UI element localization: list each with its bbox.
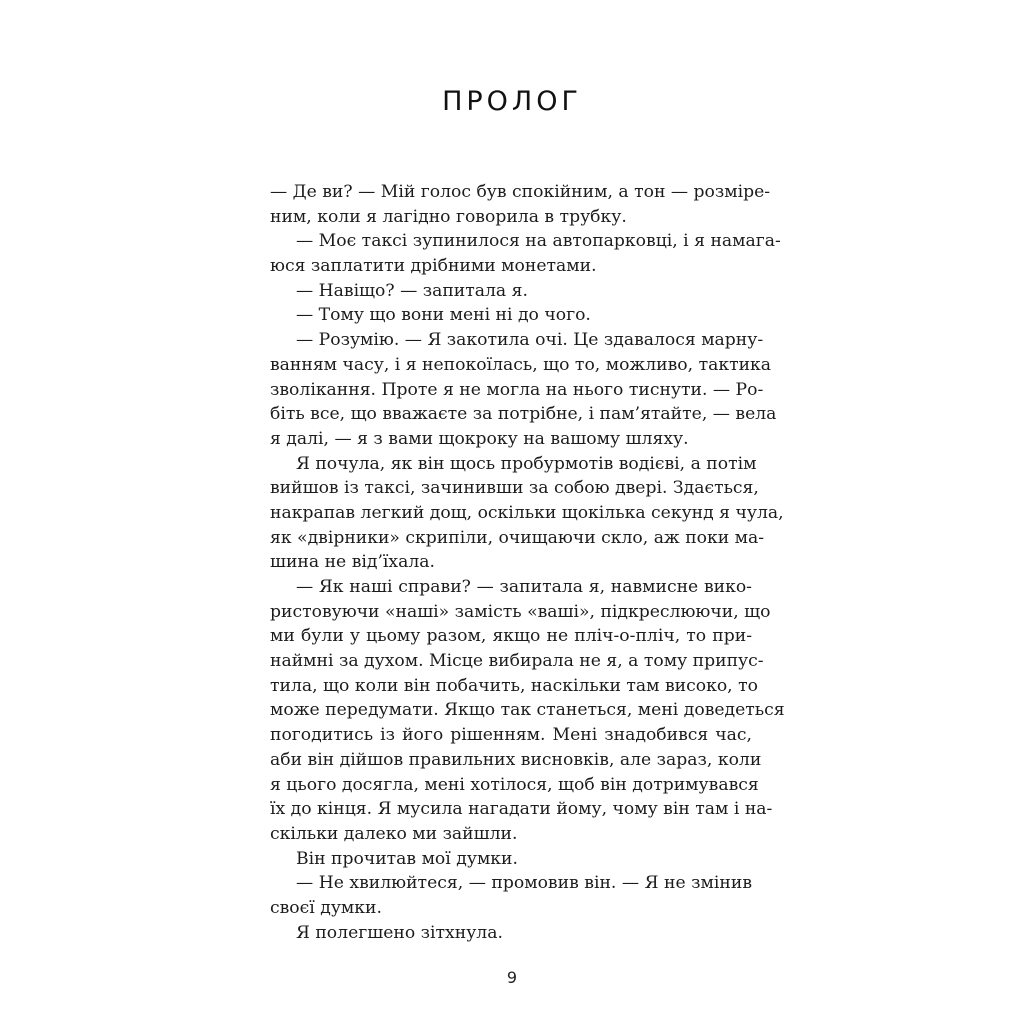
- text-line: Я полегшено зітхнула.: [296, 922, 503, 943]
- text-line: — Навіщо? — запитала я.: [296, 280, 528, 301]
- text-line: їх до кінця. Я мусила нагадати йому, чому він там і на-: [270, 799, 773, 820]
- text-line: — Моє таксі зупинилося на автопарковці, і я намага-: [296, 231, 781, 252]
- text-line: ристовуючи «наші» замість «ваші», підкреслюючи, що: [270, 601, 771, 622]
- text-line: як «двірники» скрипіли, очищаючи скло, аж поки ма-: [270, 527, 765, 548]
- body-text: [270, 180, 785, 945]
- text-line: я цього досягла, мені хотілося, щоб він дотримувався: [270, 774, 759, 795]
- chapter-title: ПРОЛОГ: [442, 86, 582, 117]
- text-line: зволікання. Проте я не могла на нього тиснути. — Ро-: [270, 379, 764, 400]
- text-line: скільки далеко ми зайшли.: [270, 823, 518, 844]
- text-line: тила, що коли він побачить, наскільки там високо, то: [270, 675, 758, 696]
- text-line: ним, коли я лагідно говорила в трубку.: [270, 206, 627, 227]
- text-line: шина не від’їхала.: [270, 552, 435, 573]
- text-line: — Не хвилюйтеся, — промовив він. — Я не змінив: [296, 873, 752, 894]
- text-line: — Розумію. — Я закотила очі. Це здавалося марну-: [296, 330, 764, 351]
- text-line: може передумати. Якщо так станеться, мені доведеться: [270, 700, 785, 721]
- text-line: накрапав легкий дощ, оскільки щокілька секунд я чула,: [270, 502, 784, 523]
- text-line: — Тому що вони мені ні до чого.: [296, 305, 591, 326]
- text-line: біть все, що вважаєте за потрібне, і пам’ятайте, — вела: [270, 404, 777, 425]
- text-line: вийшов із таксі, зачинивши за собою двері. Здається,: [270, 478, 759, 499]
- text-line: — Як наші справи? — запитала я, навмисне вико-: [296, 577, 752, 597]
- text-line: Я почула, як він щось пробурмотів водієві, а потім: [296, 453, 757, 474]
- text-line: ми були у цьому разом, якщо не пліч-о-пліч, то при-: [270, 626, 752, 647]
- text-line: — Де ви? — Мій голос був спокійним, а тон — розміре-: [270, 182, 771, 202]
- text-line: погодитись із його рішенням. Мені знадобився час,: [270, 725, 752, 746]
- text-line: я далі, — я з вами щокроку на вашому шляху.: [270, 428, 689, 449]
- text-line: Він прочитав мої думки.: [296, 848, 518, 869]
- page-number: 9: [506, 968, 518, 987]
- text-line: аби він дійшов правильних висновків, але зараз, коли: [270, 749, 762, 770]
- text-line: наймні за духом. Місце вибирала не я, а тому припус-: [270, 651, 764, 672]
- text-line: юся заплатити дрібними монетами.: [270, 256, 597, 277]
- text-line: ванням часу, і я непокоїлась, що то, можливо, тактика: [270, 354, 772, 375]
- text-line: своєї думки.: [270, 897, 382, 918]
